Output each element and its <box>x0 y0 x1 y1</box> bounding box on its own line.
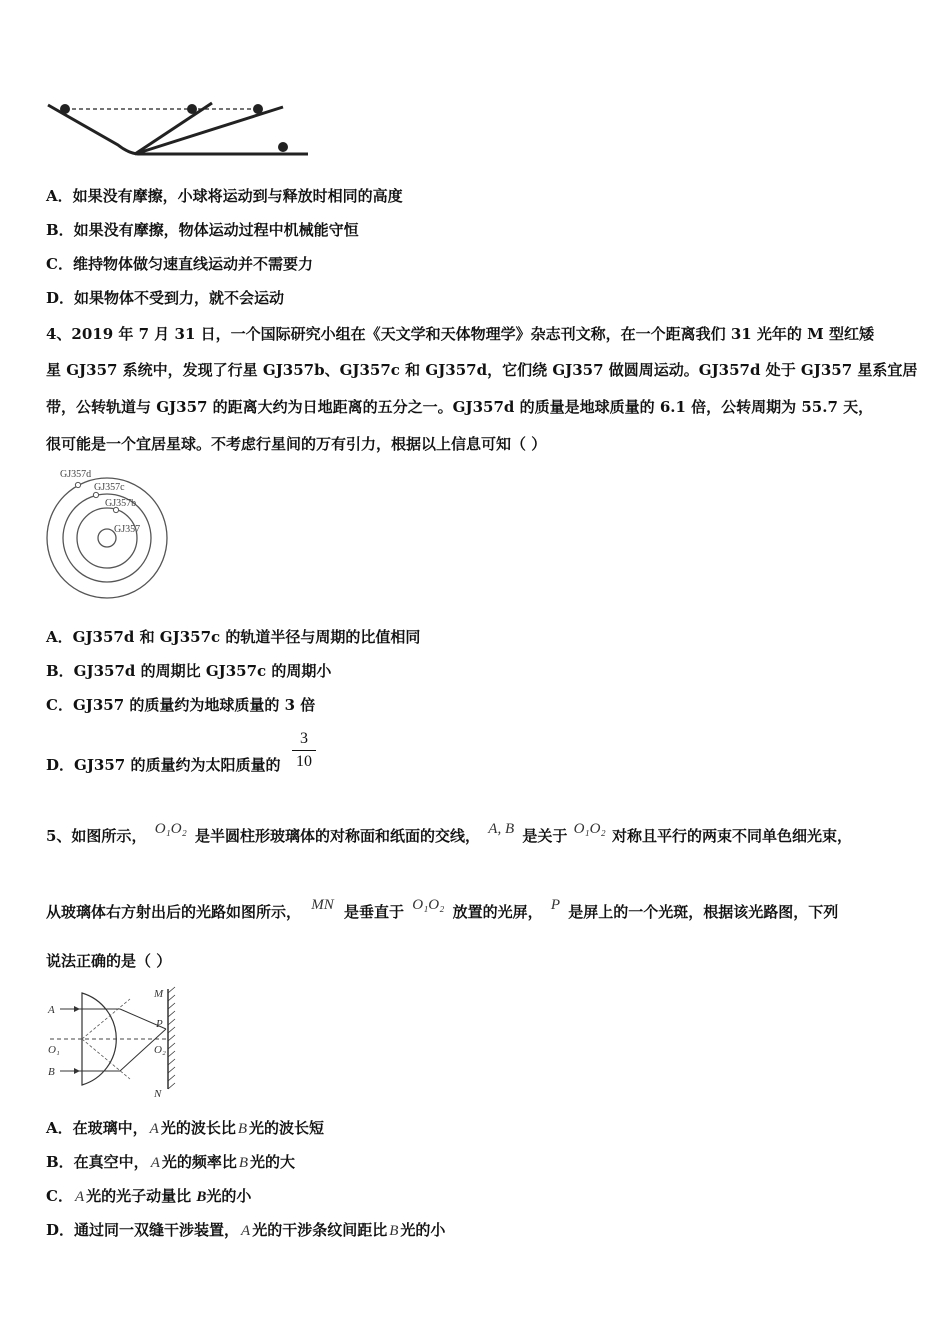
symbol-a: A <box>150 1155 160 1171</box>
q5-option-d[interactable] <box>46 1220 445 1241</box>
arrow-b <box>74 1068 80 1074</box>
fraction-denominator: 10 <box>296 753 312 770</box>
screen-hatching <box>168 987 175 1089</box>
q3-option-c[interactable]: C．维持物体做匀速直线运动并不需要力 <box>46 255 313 273</box>
planet-c <box>93 492 98 497</box>
q4-stem-line-2: 星 GJ357 系统中，发现了行星 GJ357b、GJ357c 和 GJ357d，它们绕 GJ357 做圆周运动。GJ357d 处于 GJ357 星系宜居 <box>46 361 918 379</box>
q5-option-text: A．在玻璃中， <box>46 1119 148 1137</box>
normal-b <box>82 1039 130 1079</box>
symbol-o1o2: O₁O₂ <box>573 821 606 837</box>
q5-text: 从玻璃体右方射出后的光路如图所示， <box>46 903 302 921</box>
q5-option-text: 光的波长比 <box>160 1119 236 1137</box>
orbit-b <box>77 508 137 568</box>
symbol-o1o2: O₁O₂ <box>412 897 445 913</box>
label-m: M <box>154 988 164 1000</box>
fraction-bar <box>292 750 316 751</box>
q5-text: 是垂直于 <box>343 903 404 921</box>
q4-option-b[interactable]: B．GJ357d 的周期比 GJ357c 的周期小 <box>46 662 332 680</box>
q5-text: 对称且平行的两束不同单色细光束， <box>611 827 852 845</box>
symbol-p: P <box>550 897 560 913</box>
q5-stem-line-2 <box>46 897 839 923</box>
label-gj357: GJ357 <box>114 524 141 535</box>
symbol-a: A <box>149 1121 159 1137</box>
q5-option-text: D．通过同一双缝干涉装置， <box>46 1221 240 1239</box>
symbol-o1o2: O₁O₂ <box>154 821 187 837</box>
ball-flat <box>278 142 288 152</box>
label-gj357c: GJ357c <box>94 482 125 493</box>
symbol-b: B <box>237 1121 247 1137</box>
q5-option-text: 光的波长短 <box>249 1119 325 1137</box>
q5-option-text: 光的频率比 <box>161 1153 237 1171</box>
ramp-figure <box>40 95 320 165</box>
q5-option-text: 光的小 <box>400 1221 446 1239</box>
symbol-b: B <box>389 1223 399 1239</box>
fraction-numerator: 3 <box>300 730 308 747</box>
optics-figure <box>44 985 184 1105</box>
q5-option-text: 光的干涉条纹间距比 <box>252 1221 388 1239</box>
q5-option-text: 光的光子动量比 <box>86 1187 197 1205</box>
label-gj357d: GJ357d <box>60 469 92 480</box>
q3-option-d[interactable]: D．如果物体不受到力，就不会运动 <box>46 289 285 307</box>
q5-text: 是关于 <box>522 827 568 845</box>
q4-option-d[interactable]: D．GJ357 的质量约为太阳质量的 <box>46 756 281 774</box>
ball-start <box>60 104 70 114</box>
q5-option-c[interactable] <box>46 1186 251 1207</box>
label-gj357b: GJ357b <box>105 498 137 509</box>
planet-d <box>75 482 80 487</box>
q5-text: 5、如图所示， <box>46 827 147 845</box>
label-a: A <box>48 1004 55 1016</box>
symbol-b: B <box>238 1155 249 1171</box>
q4-stem-line-4: 很可能是一个宜居星球。不考虑行星间的万有引力，根据以上信息可知（ ） <box>46 435 547 453</box>
q4-option-c[interactable]: C．GJ357 的质量约为地球质量的 3 倍 <box>46 696 316 714</box>
q4-option-a[interactable]: A．GJ357d 和 GJ357c 的轨道半径与周期的比值相同 <box>46 628 421 646</box>
q4-stem-line-3: 带，公转轨道与 GJ357 的距离大约为日地距离的五分之一。GJ357d 的质量是地球质量的 6.1 倍，公转周期为 55.7 天， <box>46 398 874 416</box>
symbol-mn: MN <box>311 897 334 913</box>
arrow-a <box>74 1006 80 1012</box>
q5-text: 放置的光屏， <box>452 903 543 921</box>
label-o1: O₁ <box>48 1044 60 1056</box>
q5-option-text: C． <box>46 1187 73 1205</box>
symbol-ab: A, B <box>488 821 515 837</box>
normal-a <box>82 999 130 1039</box>
q5-option-a[interactable] <box>46 1118 324 1139</box>
label-p: P <box>156 1018 163 1030</box>
q5-option-b[interactable] <box>46 1152 295 1173</box>
q5-stem-line-1 <box>46 821 852 847</box>
q5-text: 是屏上的一个光斑，根据该光路图，下列 <box>568 903 839 921</box>
symbol-a: A <box>241 1223 251 1239</box>
q3-option-b[interactable]: B．如果没有摩擦，物体运动过程中机械能守恒 <box>46 221 359 239</box>
q5-option-text: 光的大 <box>250 1153 296 1171</box>
q5-stem-line-3: 说法正确的是（ ） <box>46 952 172 970</box>
ball-gentle <box>253 104 263 114</box>
q5-option-text: B．在真空中， <box>46 1153 149 1171</box>
steep-ramp <box>135 103 212 154</box>
label-b: B <box>48 1066 55 1078</box>
orbit-d <box>47 478 167 598</box>
symbol-b: B <box>196 1189 207 1205</box>
label-n: N <box>154 1088 162 1100</box>
q3-option-a[interactable]: A．如果没有摩擦，小球将运动到与释放时相同的高度 <box>46 187 403 205</box>
symbol-a: A <box>74 1189 85 1205</box>
fraction-3-10 <box>292 730 316 771</box>
q5-option-text: 光的小 <box>206 1187 252 1205</box>
ball-steep <box>187 104 197 114</box>
orbit-figure <box>40 465 180 600</box>
q4-stem-line-1: 4、2019 年 7 月 31 日，一个国际研究小组在《天文学和天体物理学》杂志刊文称，在一个距离我们 31 光年的 M 型红矮 <box>46 325 874 343</box>
label-o2: O₂ <box>154 1044 166 1056</box>
gentle-ramp <box>135 107 283 154</box>
q5-text: 是半圆柱形玻璃体的对称面和纸面的交线， <box>195 827 481 845</box>
